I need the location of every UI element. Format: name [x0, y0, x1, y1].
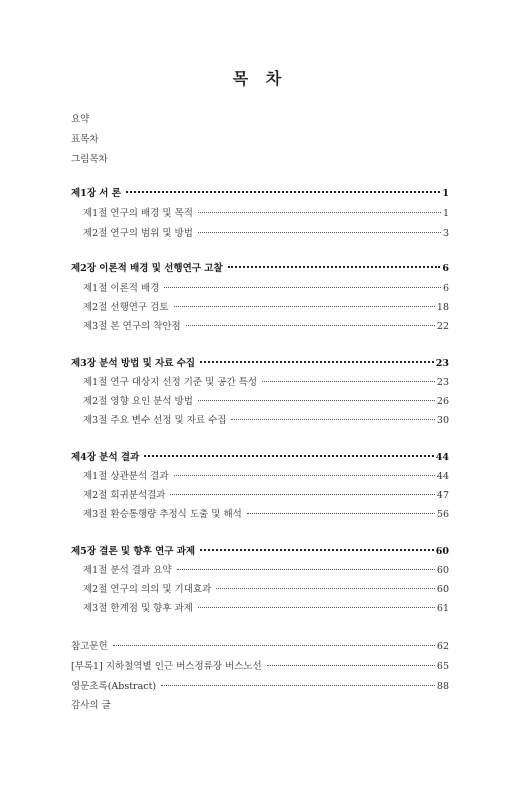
- section-title: 제2절 회귀분석결과: [83, 490, 166, 501]
- chapter-title: 제2장 이론적 배경 및 선행연구 고찰: [71, 263, 223, 274]
- dot-leader: [198, 400, 435, 401]
- toc-section-2-2: [83, 299, 449, 313]
- toc-abstract: [71, 678, 449, 692]
- page-number: 6: [442, 283, 449, 294]
- chapter-title: 제4장 분석 결과: [71, 452, 140, 463]
- page-number: 44: [436, 471, 449, 482]
- section-title: 제1절 이론적 배경: [83, 283, 160, 294]
- dot-leader: [186, 325, 435, 326]
- dot-leader: [198, 232, 441, 233]
- page-number: 61: [436, 603, 449, 614]
- dot-leader: [174, 475, 435, 476]
- chapter-title: 제5장 결론 및 향후 연구 과제: [71, 546, 196, 557]
- dot-leader: [267, 665, 435, 666]
- back-matter-title: 참고문헌: [71, 641, 108, 652]
- section-title: 제3절 주요 변수 선정 및 자료 수집: [83, 415, 227, 426]
- dot-leader: [174, 306, 435, 307]
- page-number: 60: [435, 546, 449, 557]
- toc-acknowledgements: 감사의 글: [71, 700, 111, 711]
- page-number: 88: [436, 681, 449, 692]
- chapter-title: 제3장 분석 방법 및 자료 수집: [71, 358, 196, 369]
- toc-chapter-4: [71, 449, 449, 463]
- page-number: 1: [442, 188, 449, 199]
- section-title: 제3절 환승통행량 추정식 도출 및 해석: [83, 509, 242, 520]
- toc-section-5-1: [83, 562, 449, 576]
- dot-leader: [198, 212, 441, 213]
- page-number: 6: [442, 263, 449, 274]
- dot-leader: [228, 266, 441, 268]
- toc-chapter-5: [71, 543, 449, 557]
- page-number: 47: [436, 490, 449, 501]
- front-matter-figure-list: 그림목차: [71, 154, 108, 165]
- toc-chapter-1: [71, 185, 449, 199]
- front-matter-summary: 요약: [71, 114, 90, 125]
- section-title: 제1절 연구의 배경 및 목적: [83, 208, 193, 219]
- toc-section-1-1: [83, 205, 449, 219]
- toc-references: [71, 638, 449, 652]
- page-number: 23: [436, 377, 449, 388]
- section-title: 제1절 분석 결과 요약: [83, 565, 172, 576]
- dot-leader: [231, 419, 434, 420]
- dot-leader: [177, 569, 435, 570]
- toc-section-2-1: [83, 280, 449, 294]
- page-number: 23: [435, 358, 449, 369]
- front-matter-table-list: 표목차: [71, 134, 99, 145]
- page-number: 60: [436, 565, 449, 576]
- dot-leader: [126, 191, 440, 193]
- dot-leader: [170, 494, 434, 495]
- page-number: 60: [436, 584, 449, 595]
- dot-leader: [247, 513, 435, 514]
- chapter-title: 제1장 서 론: [71, 188, 121, 199]
- section-title: 제2절 선행연구 검토: [83, 302, 169, 313]
- toc-section-4-1: [83, 468, 449, 482]
- toc-section-3-1: [83, 374, 449, 388]
- dot-leader: [144, 455, 433, 457]
- toc-section-5-3: [83, 600, 449, 614]
- page-number: 65: [436, 661, 449, 672]
- section-title: 제1절 상관분석 결과: [83, 471, 169, 482]
- page-number: 56: [436, 509, 449, 520]
- toc-appendix-1: [71, 658, 449, 672]
- page-number: 30: [436, 415, 449, 426]
- page-number: 44: [435, 452, 449, 463]
- section-title: 제2절 연구의 범위 및 방법: [83, 228, 193, 239]
- toc-section-2-3: [83, 318, 449, 332]
- dot-leader: [216, 588, 435, 589]
- section-title: 제2절 연구의 의의 및 기대효과: [83, 584, 212, 595]
- section-title: 제2절 영향 요인 분석 방법: [83, 396, 193, 407]
- page-number: 62: [436, 641, 449, 652]
- back-matter-title: 영문초록(Abstract): [71, 681, 157, 692]
- dot-leader: [200, 361, 434, 363]
- page-number: 1: [442, 208, 449, 219]
- back-matter-title: [부록1] 지하철역별 인근 버스정류장 버스노선: [71, 661, 262, 672]
- page-number: 22: [436, 321, 449, 332]
- toc-chapter-2: [71, 260, 449, 274]
- toc-section-4-2: [83, 487, 449, 501]
- dot-leader: [113, 645, 435, 646]
- toc-section-3-2: [83, 393, 449, 407]
- section-title: 제3절 한계점 및 향후 과제: [83, 603, 193, 614]
- dot-leader: [262, 381, 435, 382]
- dot-leader: [200, 549, 434, 551]
- page-number: 3: [442, 228, 449, 239]
- page-number: 18: [436, 302, 449, 313]
- dot-leader: [198, 607, 435, 608]
- toc-chapter-3: [71, 355, 449, 369]
- section-title: 제3절 본 연구의 착안점: [83, 321, 181, 332]
- toc-section-1-2: [83, 225, 449, 239]
- dot-leader: [164, 287, 441, 288]
- dot-leader: [161, 685, 435, 686]
- toc-section-3-3: [83, 412, 449, 426]
- toc-section-4-3: [83, 506, 449, 520]
- toc-section-5-2: [83, 581, 449, 595]
- page-number: 26: [436, 396, 449, 407]
- page-title: 목 차: [232, 69, 288, 88]
- section-title: 제1절 연구 대상지 선정 기준 및 공간 특성: [83, 377, 258, 388]
